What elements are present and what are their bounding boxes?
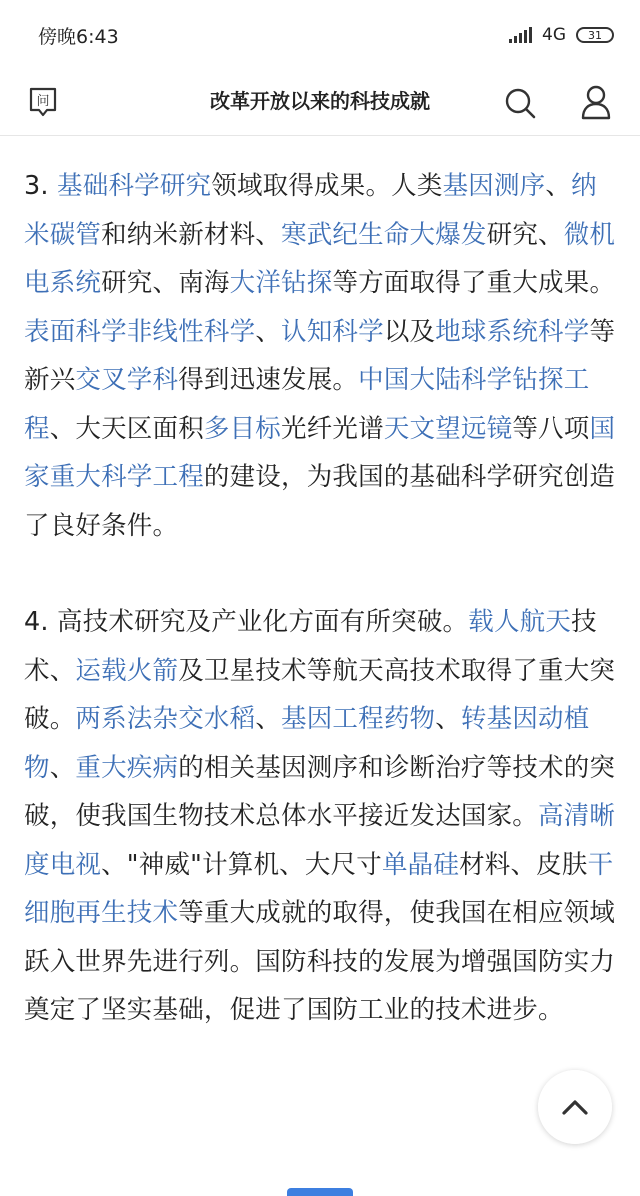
text-segment: 的建设，为我国的基础科学研究创造了良好条件。 — [24, 462, 616, 541]
term-link[interactable]: 交叉学科 — [75, 365, 179, 395]
text-segment: 得到迅速发展。 — [178, 365, 359, 395]
term-link[interactable]: 天文望远镜 — [383, 413, 513, 444]
term-link[interactable]: 寒武纪生命大爆发 — [281, 219, 487, 250]
term-link[interactable]: 地球系统科学 — [435, 316, 590, 347]
text-segment: 、大天区面积 — [49, 413, 204, 444]
text-segment: 4. 高技术研究及产业化方面有所突破。 — [24, 607, 469, 637]
nav-bar — [0, 70, 640, 136]
network-type: 4G — [542, 25, 566, 45]
search-icon[interactable] — [503, 86, 537, 120]
text-segment: 研究、 — [486, 219, 564, 250]
text-segment: 等八项 — [512, 413, 590, 444]
term-link[interactable]: 干细胞再生技术 — [24, 849, 614, 928]
status-bar — [0, 0, 640, 70]
text-segment: 等新兴 — [24, 316, 616, 395]
article-paragraph-3 — [24, 162, 620, 550]
text-segment: 的相关基因测序和诊断治疗等技术的突破，使我国生物技术总体水平接近发达国家。 — [24, 752, 616, 831]
svg-text:问: 问 — [36, 94, 50, 109]
bottom-tab-indicator — [287, 1188, 353, 1196]
status-time: 傍晚6:43 — [38, 25, 119, 48]
term-link[interactable]: 载人航天 — [468, 607, 572, 637]
text-segment: 、 — [435, 704, 461, 734]
text-segment: 等方面取得了重大成果。 — [332, 268, 616, 298]
article-content — [24, 162, 620, 1035]
term-link[interactable]: 基础科学研究 — [57, 171, 212, 201]
term-link[interactable]: 微机电系统 — [24, 219, 616, 298]
text-segment: 和纳米新材料、 — [101, 219, 282, 250]
back-to-top-button[interactable] — [538, 1070, 612, 1144]
term-link[interactable]: 基因工程药物 — [281, 704, 436, 734]
user-icon[interactable] — [579, 84, 613, 120]
term-link[interactable]: 转基因动植物 — [24, 704, 590, 783]
text-segment: 及卫星技术等航天高技术取得了重大突破。 — [24, 655, 616, 734]
text-segment: 领域取得成果。人类 — [211, 171, 443, 201]
term-link[interactable]: 高清晰度电视 — [24, 801, 616, 880]
term-link[interactable]: 单晶硅 — [381, 849, 460, 880]
term-link[interactable]: 大洋钻探 — [229, 268, 333, 298]
term-link[interactable]: 两系法杂交水稻 — [75, 704, 256, 734]
article-paragraph-4 — [24, 598, 620, 1035]
battery-icon — [576, 27, 614, 43]
text-segment: 、"神威"计算机、大尺寸 — [101, 849, 382, 880]
text-segment: 、 — [49, 752, 76, 783]
term-link[interactable]: 基因测序 — [442, 171, 546, 201]
term-link[interactable]: 运载火箭 — [75, 655, 179, 686]
term-link[interactable]: 认知科学 — [281, 316, 384, 347]
text-segment: 材料、皮肤 — [459, 849, 588, 880]
term-link[interactable]: 中国大陆科学钻探工程 — [24, 365, 590, 444]
term-link[interactable]: 重大疾病 — [75, 752, 179, 783]
signal-icon — [509, 27, 532, 43]
term-link[interactable]: 纳米碳管 — [24, 171, 597, 250]
text-segment: 光纤光谱 — [281, 413, 384, 444]
text-segment: 、 — [255, 316, 282, 347]
text-segment: 等重大成就的取得，使我国在相应领域跃入世界先进行列。国防科技的发展为增强国防实力奠定了坚实基础，促进了国防工业的技术进步。 — [24, 898, 616, 1025]
text-segment: 3. — [24, 171, 58, 201]
term-link[interactable]: 表面科学非线性科学 — [24, 316, 256, 347]
battery-level: 31 — [588, 28, 602, 42]
status-indicators — [509, 25, 614, 45]
page-title: 改革开放以来的科技成就 — [210, 89, 430, 113]
term-link[interactable]: 多目标 — [203, 413, 282, 444]
text-segment: 技术、 — [24, 607, 597, 686]
term-link[interactable]: 国家重大科学工程 — [24, 413, 616, 492]
text-segment: 以及 — [383, 316, 436, 347]
text-segment: 、 — [255, 704, 282, 734]
chevron-up-icon — [560, 1097, 590, 1117]
text-segment: 研究、南海 — [101, 268, 230, 298]
text-segment: 、 — [545, 171, 572, 201]
